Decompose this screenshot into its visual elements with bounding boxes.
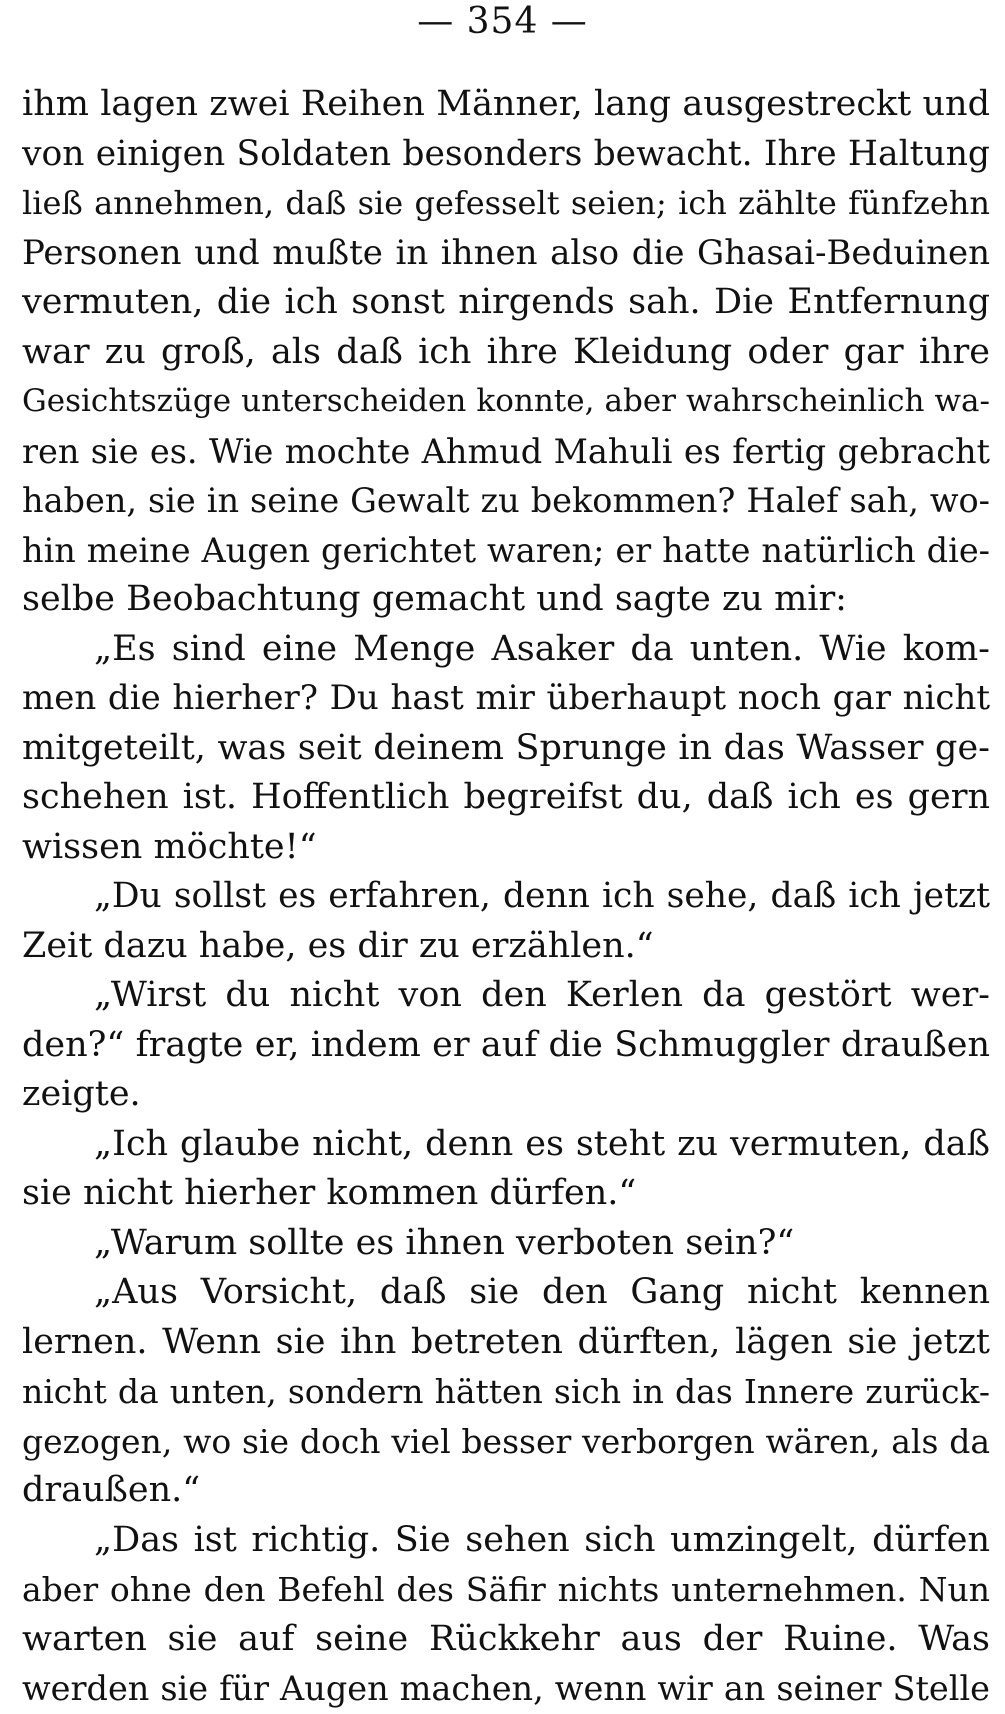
text-line: von einigen Soldaten besonders bewacht. Ihre Haltung — [22, 133, 990, 174]
text-line: hin meine Augen gerichtet waren; er hatte natürlich die- — [22, 530, 990, 570]
text-line: war zu groß, als daß ich ihre Kleidung oder gar ihre — [22, 331, 990, 372]
text-line: mitgeteilt, was seit deinem Sprunge in das Wasser ge- — [22, 727, 990, 768]
text-line: „Wirst du nicht von den Kerlen da gestört wer- — [94, 975, 990, 1015]
text-line: ihm lagen zwei Reihen Männer, lang ausgestreckt und — [22, 84, 990, 124]
text-line: wissen möchte!“ — [22, 826, 317, 867]
body-text — [22, 80, 990, 1714]
text-line: werden sie für Augen machen, wenn wir an seiner Stelle — [22, 1669, 990, 1708]
text-line: sie nicht hierher kommen dürfen.“ — [22, 1173, 637, 1213]
text-line: lernen. Wenn sie ihn betreten dürften, lägen sie jetzt — [22, 1321, 990, 1362]
text-line: „Warum sollte es ihnen verboten sein?“ — [94, 1222, 795, 1263]
text-line: haben, sie in seine Gewalt zu bekommen? Halef sah, wo- — [22, 481, 990, 520]
text-line: „Es sind eine Menge Asaker da unten. Wie kom- — [94, 628, 990, 669]
text-line: schehen ist. Hoffentlich begreifst du, daß ich es gern — [22, 777, 990, 817]
text-line: ren sie es. Wie mochte Ahmud Mahuli es fertig gebracht — [22, 431, 990, 471]
text-line: zeigte. — [22, 1074, 141, 1114]
text-line: men die hierher? Du hast mir überhaupt noch gar nicht — [22, 678, 990, 718]
text-line: aber ohne den Befehl des Säfir nichts unternehmen. Nun — [22, 1570, 990, 1609]
text-line: Zeit dazu habe, es dir zu erzählen.“ — [22, 925, 654, 966]
text-line: den?“ fragte er, indem er auf die Schmuggler draußen — [22, 1024, 990, 1065]
text-line: Personen und mußte in ihnen also die Ghasai-Beduinen — [22, 232, 990, 273]
text-line: warten sie auf seine Rückkehr aus der Ruine. Was — [22, 1618, 990, 1659]
text-line: selbe Beobachtung gemacht und sagte zu mir: — [22, 579, 847, 619]
page-number: — 354 — — [417, 1, 588, 42]
text-line: „Ich glaube nicht, denn es steht zu vermuten, daß — [94, 1123, 990, 1164]
text-line: ließ annehmen, daß sie gefesselt seien; ich zählte fünfzehn — [22, 184, 990, 222]
text-line: vermuten, die ich sonst nirgends sah. Die Entfernung — [22, 282, 990, 322]
text-line: „Das ist richtig. Sie sehen sich umzingelt, dürfen — [94, 1519, 990, 1560]
text-line: Gesichtszüge unterscheiden konnte, aber wahrscheinlich wa- — [22, 383, 990, 419]
text-line: gezogen, wo sie doch viel besser verborgen wären, als da — [22, 1421, 990, 1461]
text-line: „Aus Vorsicht, daß sie den Gang nicht kennen — [94, 1272, 990, 1312]
text-line: „Du sollst es erfahren, denn ich sehe, daß ich jetzt — [94, 876, 990, 916]
text-line: nicht da unten, sondern hätten sich in das Innere zurück- — [22, 1372, 990, 1411]
text-line: draußen.“ — [22, 1470, 201, 1510]
